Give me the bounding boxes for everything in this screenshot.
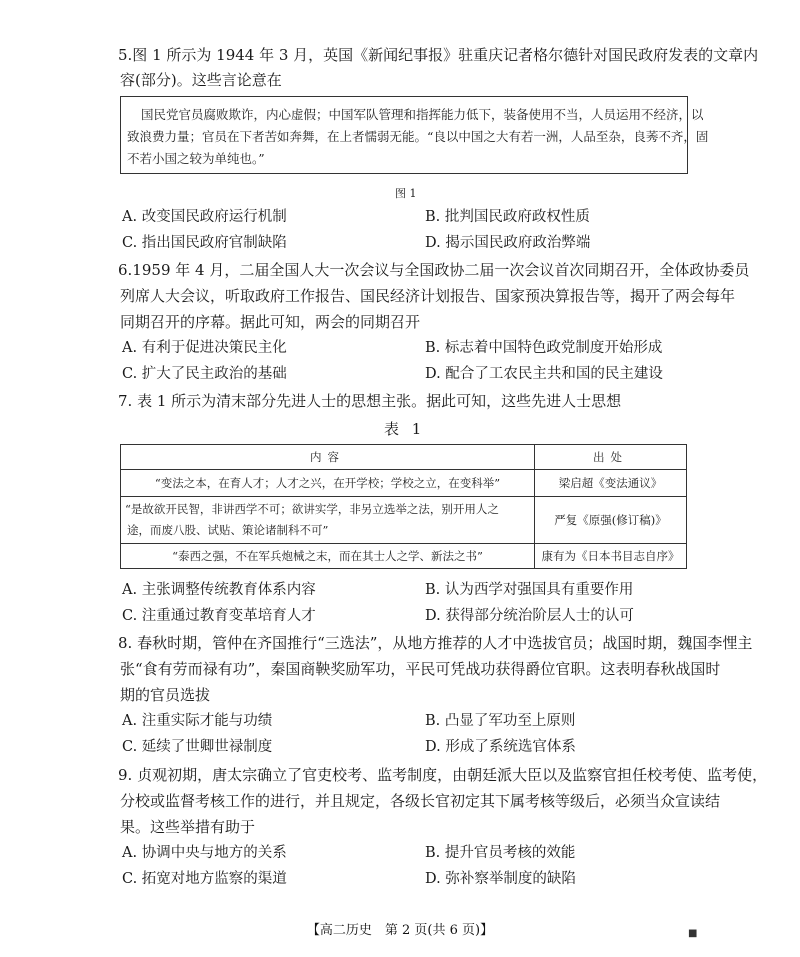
q8-stem-line-2: 张“食有劳而禄有功”，秦国商鞅奖励军功，平民可凭战功获得爵位官职。这表明春秋战国时 — [120, 660, 721, 678]
table-cell-source: 严复《原强(修订稿)》 — [535, 497, 687, 544]
q8-option-a[interactable]: A. 注重实际才能与功绩 — [122, 713, 273, 729]
table-cell-content — [121, 497, 535, 544]
q8-stem-line-3: 期的官员选拔 — [120, 686, 211, 704]
q7-option-d[interactable]: D. 获得部分统治阶层人士的认可 — [425, 608, 634, 624]
q5-figure-caption: 图 1 — [395, 187, 417, 200]
q5-quote-box — [120, 96, 709, 174]
q5-quote-line-3: 不若小国之较为单纯也。” — [127, 151, 265, 166]
q5-quote-line-1: 国民党官员腐败欺诈，内心虚假；中国军队管理和指挥能力低下，装备使用不当，人员运用不经济，以 — [141, 107, 704, 122]
q7-option-c[interactable]: C. 注重通过教育变革培育人才 — [122, 608, 316, 624]
q5-quote-line-2: 致浪费力量；官员在下者苦如奔舞，在上者懦弱无能。“良以中国之大有若一洲，人品至杂，良莠不齐，固 — [127, 129, 709, 144]
q5-option-d[interactable]: D. 揭示国民政府政治弊端 — [425, 235, 591, 251]
q5-stem-line-1: 5.图 1 所示为 1944 年 3 月，英国《新闻纪事报》驻重庆记者格尔德针对国民政府发表的文章内 — [118, 46, 759, 64]
table-row — [121, 470, 687, 497]
q6-stem-line-1: 6.1959 年 4 月，二届全国人大一次会议与全国政协二届一次会议首次同期召开，全体政协委员 — [118, 261, 750, 279]
q8-stem-line-1: 8. 春秋时期，管仲在齐国推行“三选法”，从地方推荐的人才中选拔官员；战国时期，魏国李悝主 — [118, 634, 753, 652]
table-row — [121, 497, 687, 544]
q7-table-caption: 表 1 — [384, 420, 426, 438]
q5-stem-line-2: 容(部分)。这些言论意在 — [120, 71, 282, 89]
table-cell-line: “变法之本，在育人才；人才之兴，在开学校；学校之立，在变科举” — [154, 475, 501, 490]
q8-option-b[interactable]: B. 凸显了军功至上原则 — [425, 713, 576, 729]
table-cell-source: 梁启超《变法通议》 — [535, 470, 687, 497]
q9-option-b[interactable]: B. 提升官员考核的效能 — [425, 845, 576, 861]
table-row — [121, 544, 687, 569]
q8-option-d[interactable]: D. 形成了系统选官体系 — [425, 739, 576, 755]
q6-option-d[interactable]: D. 配合了工农民主共和国的民主建设 — [425, 366, 663, 382]
table-header-row — [121, 445, 687, 470]
q6-option-b[interactable]: B. 标志着中国特色政党制度开始形成 — [425, 340, 663, 356]
page-footer: 【高二历史 第 2 页(共 6 页)】 — [306, 923, 494, 938]
q6-stem-line-3: 同期召开的序幕。据此可知，两会的同期召开 — [120, 313, 421, 331]
q5-option-c[interactable]: C. 指出国民政府官制缺陷 — [122, 235, 287, 251]
q8-option-c[interactable]: C. 延续了世卿世禄制度 — [122, 739, 273, 755]
q7-stem-line-1: 7. 表 1 所示为清末部分先进人士的思想主张。据此可知，这些先进人士思想 — [118, 392, 622, 410]
q6-stem-line-2: 列席人大会议，听取政府工作报告、国民经济计划报告、国家预决算报告等，揭开了两会每年 — [120, 287, 736, 305]
table-cell-line: “泰西之强，不在军兵炮械之末，而在其士人之学、新法之书” — [172, 548, 483, 563]
q6-option-c[interactable]: C. 扩大了民主政治的基础 — [122, 366, 287, 382]
q9-option-a[interactable]: A. 协调中央与地方的关系 — [122, 845, 287, 861]
q7-table — [120, 444, 687, 569]
q9-option-d[interactable]: D. 弥补察举制度的缺陷 — [425, 871, 576, 887]
table-header-source: 出处 — [535, 445, 687, 470]
table-cell-content — [121, 470, 535, 497]
q9-stem-line-3: 果。这些举措有助于 — [120, 818, 256, 836]
q5-option-b[interactable]: B. 批判国民政府政权性质 — [425, 209, 590, 225]
table-cell-source: 康有为《日本书目志自序》 — [535, 544, 687, 569]
table-cell-line: 途，而废八股、试贴、策论诸制科不可” — [127, 523, 329, 537]
q9-stem-line-2: 分校或监督考核工作的进行，并且规定，各级长官初定其下属考核等级后，必须当众宣读结 — [120, 792, 721, 810]
q5-option-a[interactable]: A. 改变国民政府运行机制 — [122, 209, 287, 225]
q7-option-b[interactable]: B. 认为西学对强国具有重要作用 — [425, 582, 634, 598]
q9-option-c[interactable]: C. 拓宽对地方监察的渠道 — [122, 871, 287, 887]
q9-stem-line-1: 9. 贞观初期，唐太宗确立了官吏校考、监考制度，由朝廷派大臣以及监察官担任校考使、监考使， — [118, 766, 768, 784]
corner-mark: ■ — [688, 928, 698, 939]
table-cell-content — [121, 544, 535, 569]
table-header-content: 内容 — [121, 445, 535, 470]
q6-option-a[interactable]: A. 有利于促进决策民主化 — [122, 340, 287, 356]
table-cell-line: “是故欲开民智，非讲西学不可；欲讲实学，非另立选举之法，别开用人之 — [125, 502, 499, 516]
q7-option-a[interactable]: A. 主张调整传统教育体系内容 — [122, 582, 316, 598]
